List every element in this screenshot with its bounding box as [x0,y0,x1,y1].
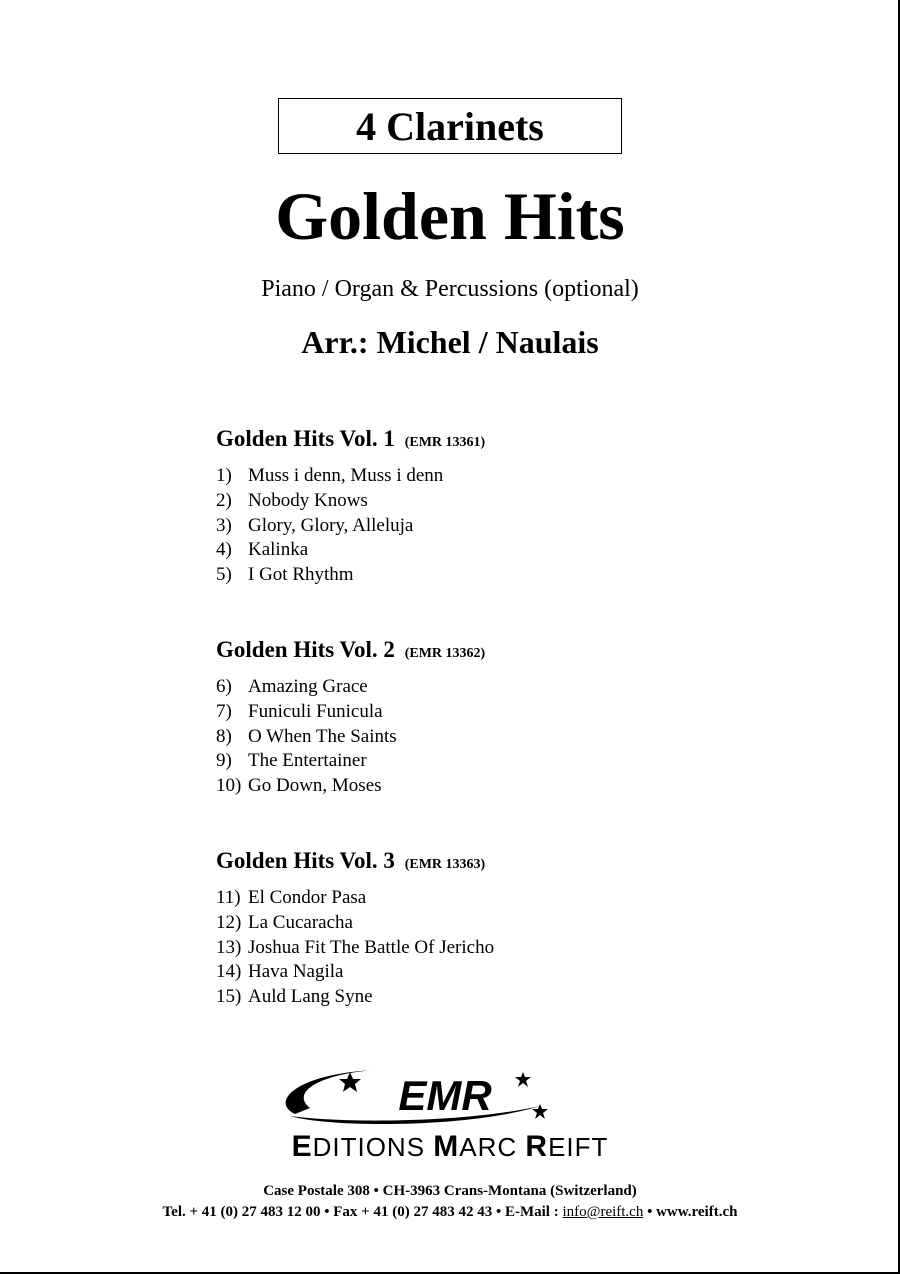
volume-title: Golden Hits Vol. 3 [216,848,395,873]
song-number: 9) [216,750,232,772]
song-number: 4) [216,539,232,561]
song-title: Auld Lang Syne [248,986,373,1008]
catalog-number: (EMR 13362) [404,646,486,661]
song-item [216,886,676,911]
publisher-address: Case Postale 308 • CH-3963 Crans-Montana (Switzerland) [263,1183,637,1199]
song-title: Muss i denn, Muss i denn [248,465,444,486]
song-item [216,675,676,700]
song-title: I Got Rhythm [248,564,354,586]
emr-logo [200,1062,700,1182]
song-title: El Condor Pasa [248,887,367,908]
song-number: 3) [216,514,232,536]
song-title: Hava Nagila [248,961,344,983]
song-number: 10) [216,775,242,797]
song-number: 12) [216,911,242,933]
song-item [216,514,676,539]
instrumentation-label: 4 Clarinets [356,103,544,149]
song-number: 14) [216,961,242,983]
song-title: Go Down, Moses [248,775,382,797]
catalog-number: (EMR 13361) [404,435,486,450]
volume-title: Golden Hits Vol. 1 [216,426,395,451]
song-item [216,985,676,1010]
volume-3-section [216,846,676,1010]
catalog-number: (EMR 13363) [404,857,486,872]
publisher-name-part: EIFT [548,1132,609,1162]
email-link[interactable]: info@reift.ch [562,1204,644,1220]
song-number: 6) [216,676,232,697]
song-item [216,749,676,774]
publisher-contact [0,1202,900,1222]
song-title: Joshua Fit The Battle Of Jericho [248,936,495,958]
song-title: Glory, Glory, Alleluja [248,514,414,536]
publisher-name-initial: M [433,1130,460,1163]
contact-phone-fax: Tel. + 41 (0) 27 483 12 00 • Fax + 41 (0) 27 483 42 43 • E-Mail : [162,1204,563,1220]
volume-heading [216,635,676,669]
volume-heading [216,424,676,458]
accompaniment-subtitle: Piano / Organ & Percussions (optional) [261,276,639,302]
song-number: 5) [216,564,232,586]
arranger-credit: Arr.: Michel / Naulais [301,324,599,360]
song-item [216,538,676,563]
star-icon [339,1072,361,1092]
song-title: Kalinka [248,539,309,561]
song-title: O When The Saints [248,725,397,747]
song-number: 8) [216,725,232,747]
song-title: The Entertainer [248,750,367,772]
song-number: 2) [216,489,232,511]
publisher-name-initial: R [525,1130,549,1163]
emr-logo-graphic [200,1062,700,1132]
song-item [216,464,676,489]
song-title: La Cucaracha [248,911,353,933]
song-number: 15) [216,986,242,1008]
song-item [216,725,676,750]
publisher-name-part: ARC [459,1132,526,1162]
song-item [216,960,676,985]
song-item [216,911,676,936]
collection-title: Golden Hits [275,178,625,254]
publisher-name-part: DITIONS [312,1132,434,1162]
song-number: 13) [216,936,242,958]
volume-2-section [216,635,676,799]
song-title: Amazing Grace [248,676,368,697]
song-item [216,563,676,588]
song-title: Nobody Knows [248,489,368,511]
publisher-name [0,1130,900,1164]
song-number: 1) [216,465,232,486]
star-icon [532,1104,548,1119]
volume-title: Golden Hits Vol. 2 [216,637,395,662]
song-item [216,936,676,961]
contact-website: • www.reift.ch [643,1204,738,1220]
star-icon [515,1072,531,1087]
instrumentation-box [278,98,622,154]
publisher-name-initial: E [291,1130,313,1163]
song-title: Funiculi Funicula [248,700,383,722]
song-item [216,489,676,514]
volume-heading [216,846,676,880]
song-item [216,700,676,725]
volume-1-section [216,424,676,588]
song-item [216,774,676,799]
logo-swoosh-top [286,1070,375,1114]
song-number: 7) [216,700,232,722]
song-number: 11) [216,887,241,908]
logo-wordmark: EMR [398,1072,492,1119]
